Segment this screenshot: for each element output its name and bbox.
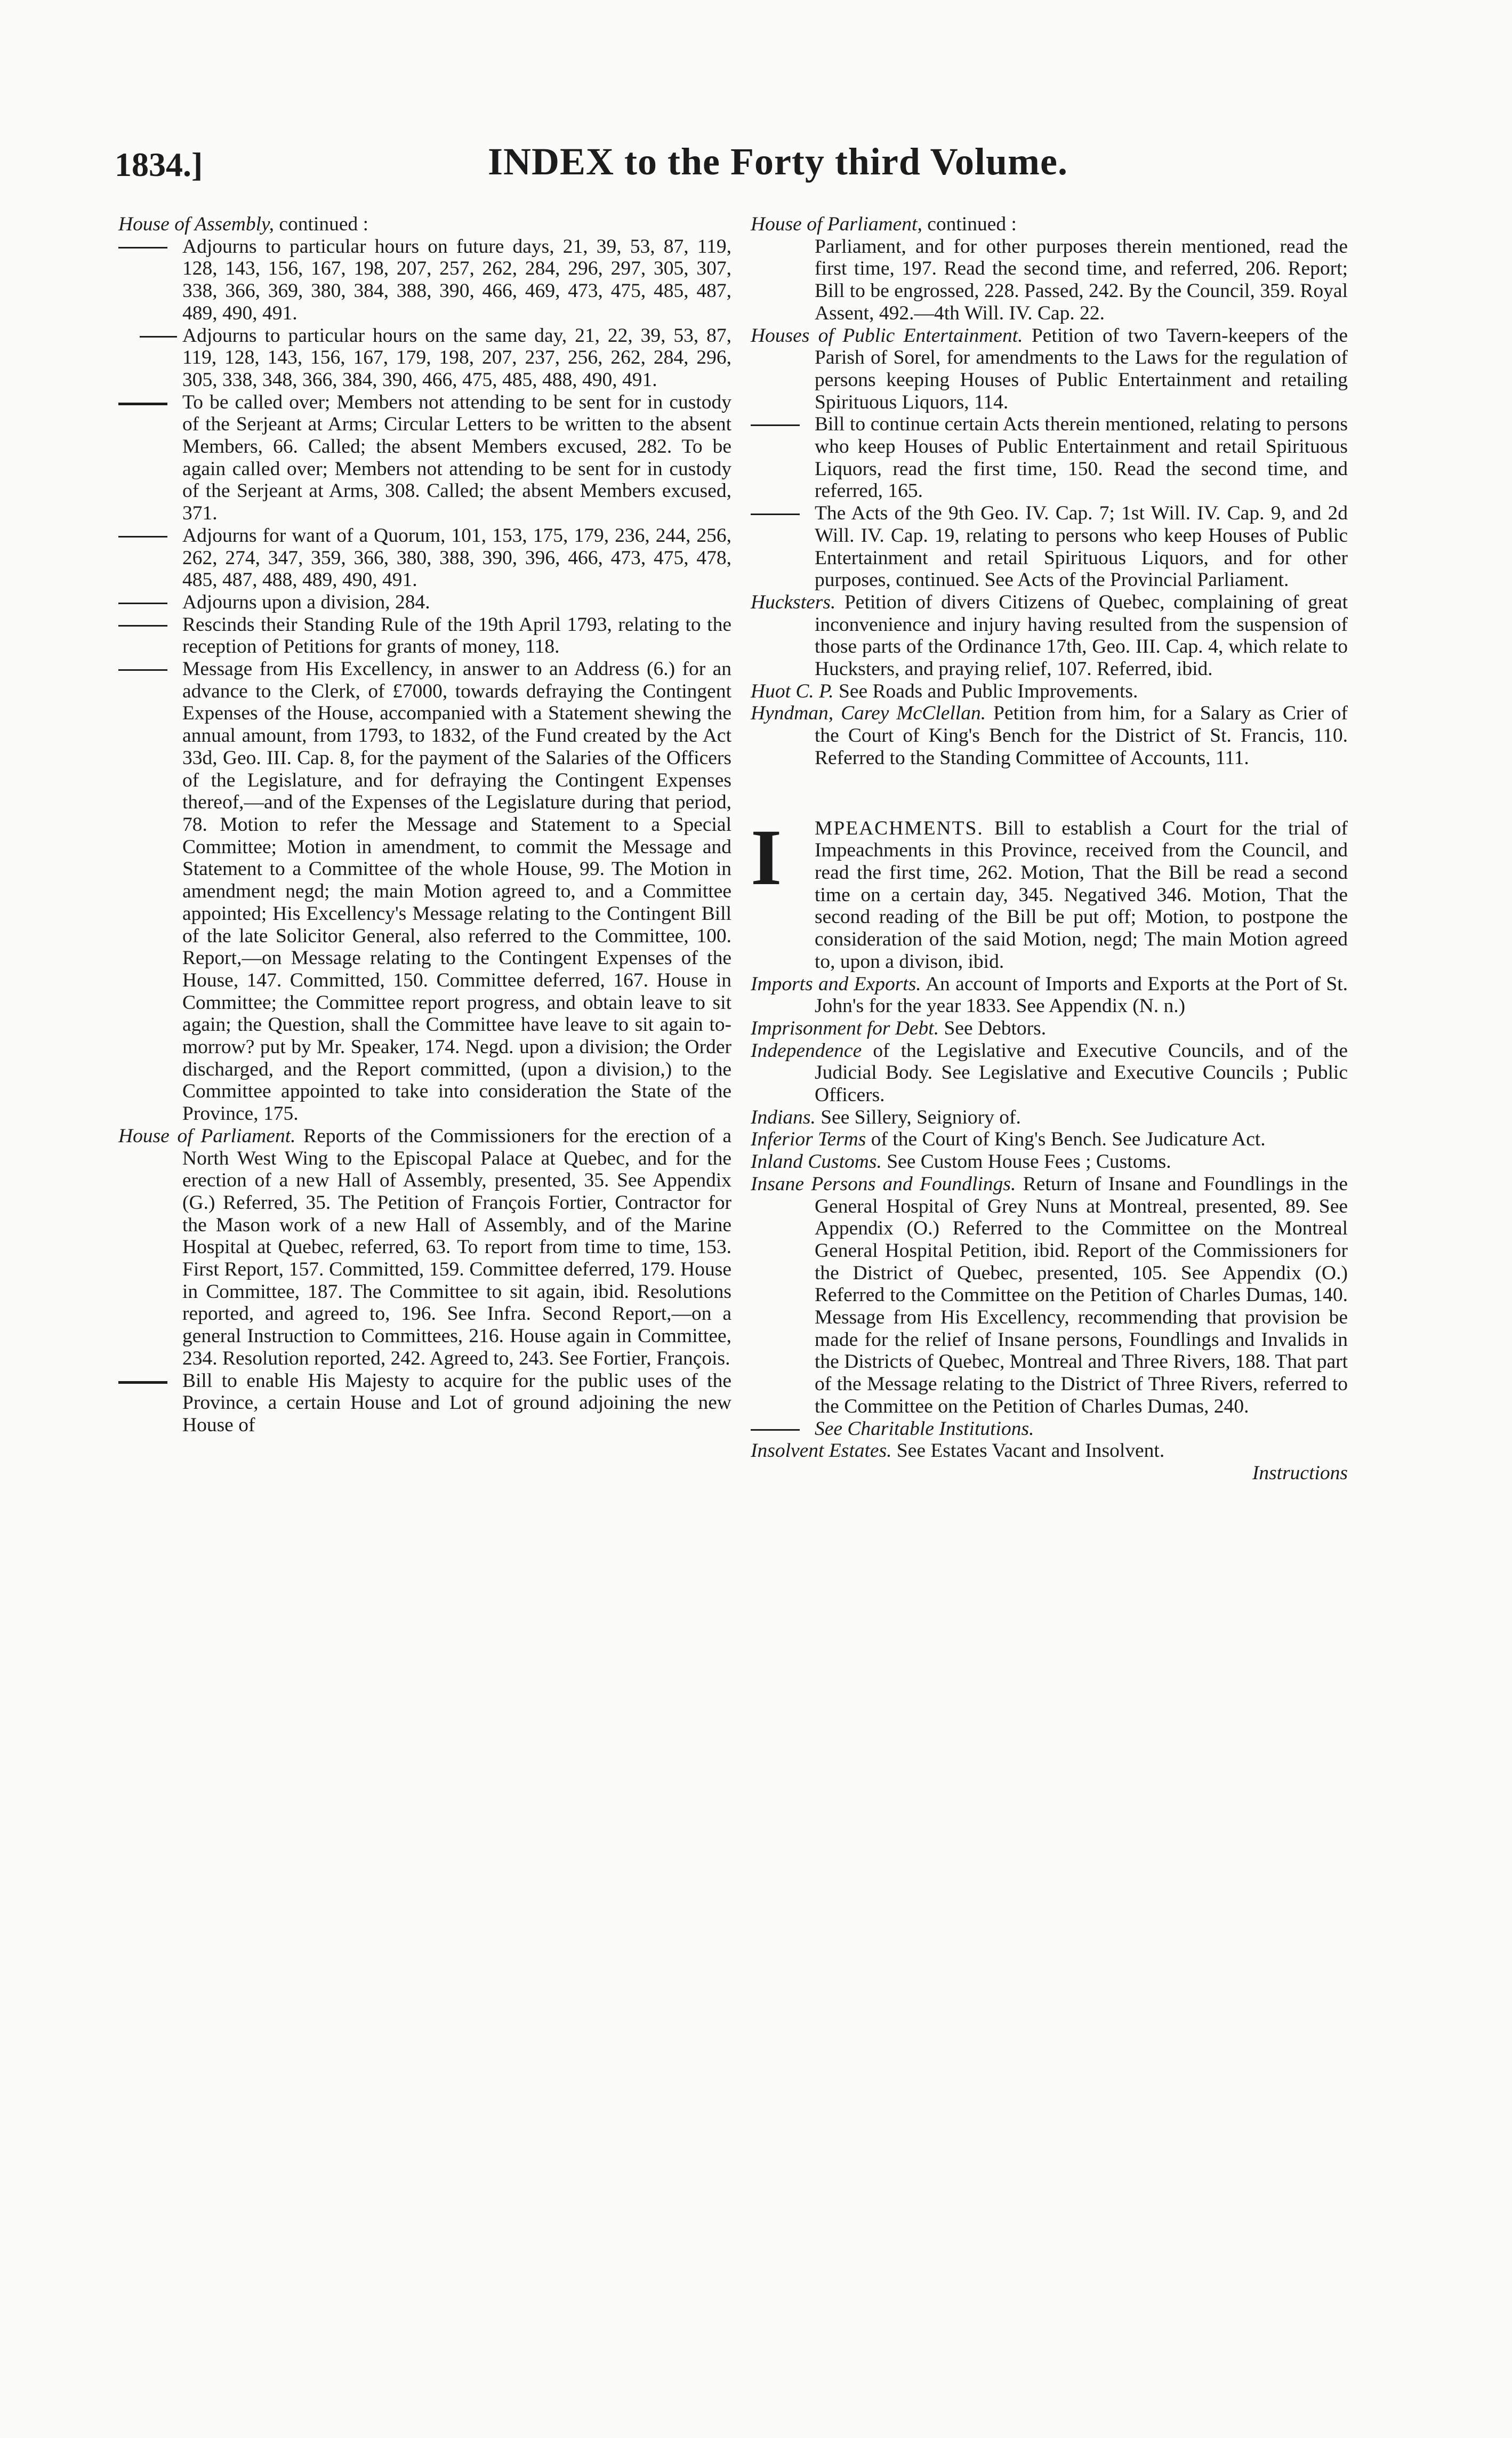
index-heading: Insane Persons and Foundlings. Return of Insane and Foundlings in the General Hospital of Grey Nuns at Montreal, presented, 89. See Appendix (O.) Referred to the Committee on the Montreal General Hospital Petition, ibid. Report of the Commissioners for the District of Quebec, presented, 105. See Appendix (O.) Referred to the Committee on the Petition of Charles Dumas, 140. Message from His Excellency, recommending that provision be made for the relief of Insane persons, Foundlings and Invalids in the Districts of Quebec, Montreal and Three Rivers, 188. That part of the Message relating to the District of Three Rivers, referred to the Committee on the Petition of Charles Dumas, 240. bbox=[751, 1173, 1348, 1417]
index-heading: House of Parliament, continued : bbox=[751, 213, 1017, 235]
index-heading: Imports and Exports. An account of Imports and Exports at the Port of St. John's for the year 1833. See Appendix (N. n.) bbox=[751, 973, 1348, 1017]
index-subentry: Adjourns to particular hours on future days, 21, 39, 53, 87, 119, 128, 143, 156, 167, 198, 207, 257, 262, 284, 296, 297, 305, 307, 338, 366, 369, 380, 384, 388, 390, 466, 469, 473, 475, 485, 487, 489, 490, 491. bbox=[118, 236, 731, 325]
section-i-entry: I MPEACHMENTS. Bill to establish a Court for the trial of Impeachments in this Province, received from the Council, and read the first time, 262. Motion, That the Bill be read a second time on a certain day, 345. Negatived 346. Motion, That the second reading of the Bill be put off; Motion, to postpone the consideration of the said Motion, negd; The main Motion agreed to, upon a divison, ibid. bbox=[751, 813, 1348, 973]
page-year: 1834.] bbox=[115, 146, 203, 183]
index-heading: House of Assembly, continued : bbox=[118, 213, 369, 235]
dash-rule bbox=[751, 514, 800, 515]
index-heading: Inland Customs. See Custom House Fees ; Customs. bbox=[751, 1151, 1171, 1173]
index-subentry: Bill to enable His Majesty to acquire for the public uses of the Province, a certain House and Lot of ground adjoining the new House of bbox=[118, 1370, 731, 1437]
page-header bbox=[115, 140, 1341, 198]
index-subentry: Adjourns upon a division, 284. bbox=[118, 591, 731, 614]
index-heading: Hyndman, Carey McClellan. Petition from him, for a Salary as Crier of the Court of King's Bench for the District of St. Francis, 110. Referred to the Standing Committee of Accounts, 111. bbox=[751, 702, 1348, 769]
index-heading: Imprisonment for Debt. See Debtors. bbox=[751, 1017, 1047, 1039]
catchword: Instructions bbox=[1252, 1462, 1348, 1484]
index-heading: Huot C. P. See Roads and Public Improvements. bbox=[751, 680, 1138, 702]
index-heading: Inferior Terms of the Court of King's Bench. See Judicature Act. bbox=[751, 1128, 1266, 1151]
dash-rule bbox=[118, 247, 167, 248]
dash-rule bbox=[118, 669, 167, 671]
index-continuation: Parliament, and for other purposes therein mentioned, read the first time, 197. Read the second time, and referred, 206. Report; Bill to be engrossed, 228. Passed, 242. By the Council, 359. Royal Assent, 492.—4th Will. IV. Cap. 22. bbox=[815, 235, 1348, 324]
index-heading: Insolvent Estates. See Estates Vacant and Insolvent. bbox=[751, 1440, 1165, 1462]
index-subentry: Rescinds their Standing Rule of the 19th April 1793, relating to the reception of Petitions for grants of money, 118. bbox=[118, 614, 731, 658]
dash-rule bbox=[118, 625, 167, 627]
left-column bbox=[118, 213, 731, 1437]
index-heading: Independence of the Legislative and Executive Councils, and of the Judicial Body. See Legislative and Executive Councils ; Public Officers. bbox=[751, 1039, 1348, 1106]
dash-rule bbox=[118, 603, 167, 604]
index-subentry: The Acts of the 9th Geo. IV. Cap. 7; 1st Will. IV. Cap. 9, and 2d Will. IV. Cap. 19, relating to persons who keep Houses of Public Entertainment and retail Spirituous Liquors, and for other purposes, continued. See Acts of the Provincial Parliament. bbox=[751, 502, 1348, 591]
drop-cap: I bbox=[751, 813, 782, 902]
dash-rule bbox=[140, 336, 177, 338]
index-subentry: Adjourns to particular hours on the same day, 21, 22, 39, 53, 87, 119, 128, 143, 156, 167, 179, 198, 207, 237, 256, 262, 284, 296, 305, 338, 348, 366, 384, 390, 466, 475, 485, 488, 490, 491. bbox=[118, 325, 731, 391]
index-subentry: See Charitable Institutions. bbox=[751, 1418, 1348, 1440]
dash-rule bbox=[751, 1429, 800, 1431]
index-subentry: Adjourns for want of a Quorum, 101, 153, 175, 179, 236, 244, 256, 262, 274, 347, 359, 366, 380, 388, 390, 396, 466, 473, 475, 478, 485, 487, 488, 489, 490, 491. bbox=[118, 525, 731, 591]
index-subentry: Message from His Excellency, in answer to an Address (6.) for an advance to the Clerk, of £7000, towards defraying the Contingent Expenses of the House, accompanied with a Statement shewing the annual amount, from 1793, to 1832, of the Fund created by the Act 33d, Geo. III. Cap. 8, for the payment of the Salaries of the Officers of the Legislature, and for defraying the Contingent Expenses thereof,—and of the Expenses of the Legislature during that period, 78. Motion to refer the Message and Statement to a Special Committee; Motion in amendment, to commit the Message and Statement to a Committee of the whole House, 99. The Motion in amendment negd; the main Motion agreed to, and a Committee appointed; His Excellency's Message relating to the Contingent Bill of the late Solicitor General, also referred to the Committee, 100. Report,—on Message relating to the Contingent Expenses of the House, 147. Committed, 150. Committee deferred, 167. House in Committee; the Committee report progress, and obtain leave to sit again; the Question, shall the Committee have leave to sit again to-morrow? put by Mr. Speaker, 174. Negd. upon a division; the Order discharged, and the Report committed, (upon a division,) to the Committee appointed to take into consideration the State of the Province, 175. bbox=[118, 658, 731, 1125]
dash-rule bbox=[118, 1381, 167, 1384]
dash-rule bbox=[751, 424, 800, 426]
index-heading: Houses of Public Entertainment. Petition of two Tavern-keepers of the Parish of Sorel, for amendments to the Laws for the regulation of persons keeping Houses of Public Entertainment and retailing Spirituous Liquors, 114. bbox=[751, 324, 1348, 413]
index-heading: House of Parliament. Reports of the Commissioners for the erection of a North West Wing to the Episcopal Palace at Quebec, and for the erection of a new Hall of Assembly, presented, 35. See Appendix (G.) Referred, 35. The Petition of François Fortier, Contractor for the Mason work of a new Hall of Assembly, and of the Marine Hospital at Quebec, referred, 63. To report from time to time, 153. First Report, 157. Committed, 159. Committee deferred, 179. House in Committee, 187. The Committee to sit again, ibid. Resolutions reported, and agreed to, 196. See Infra. Second Report,—on a general Instruction to Committees, 216. House again in Committee, 234. Resolution reported, 242. Agreed to, 243. See Fortier, François. bbox=[118, 1125, 731, 1369]
right-column bbox=[751, 213, 1348, 1504]
index-heading: Indians. See Sillery, Seigniory of. bbox=[751, 1106, 1021, 1128]
dash-rule bbox=[118, 536, 167, 538]
index-subentry: Bill to continue certain Acts therein mentioned, relating to persons who keep Houses of Public Entertainment and retail Spirituous Liquors, read the first time, 150. Read the second time, and referred, 165. bbox=[751, 413, 1348, 502]
dash-rule bbox=[118, 403, 167, 405]
index-heading: Hucksters. Petition of divers Citizens of Quebec, complaining of great inconvenience and injury having resulted from the suspension of those parts of the Ordinance 17th, Geo. III. Cap. 4, which relate to Hucksters, and praying relief, 107. Referred, ibid. bbox=[751, 591, 1348, 680]
page-title: INDEX to the Forty third Volume. bbox=[488, 140, 1068, 183]
index-subentry: To be called over; Members not attending to be sent for in custody of the Serjeant at Arms; Circular Letters to be written to the absent Members, 66. Called; the absent Members excused, 282. To be again called over; Members not attending to be sent for in custody of the Serjeant at Arms, 308. Called; the absent Members excused, 371. bbox=[118, 391, 731, 525]
